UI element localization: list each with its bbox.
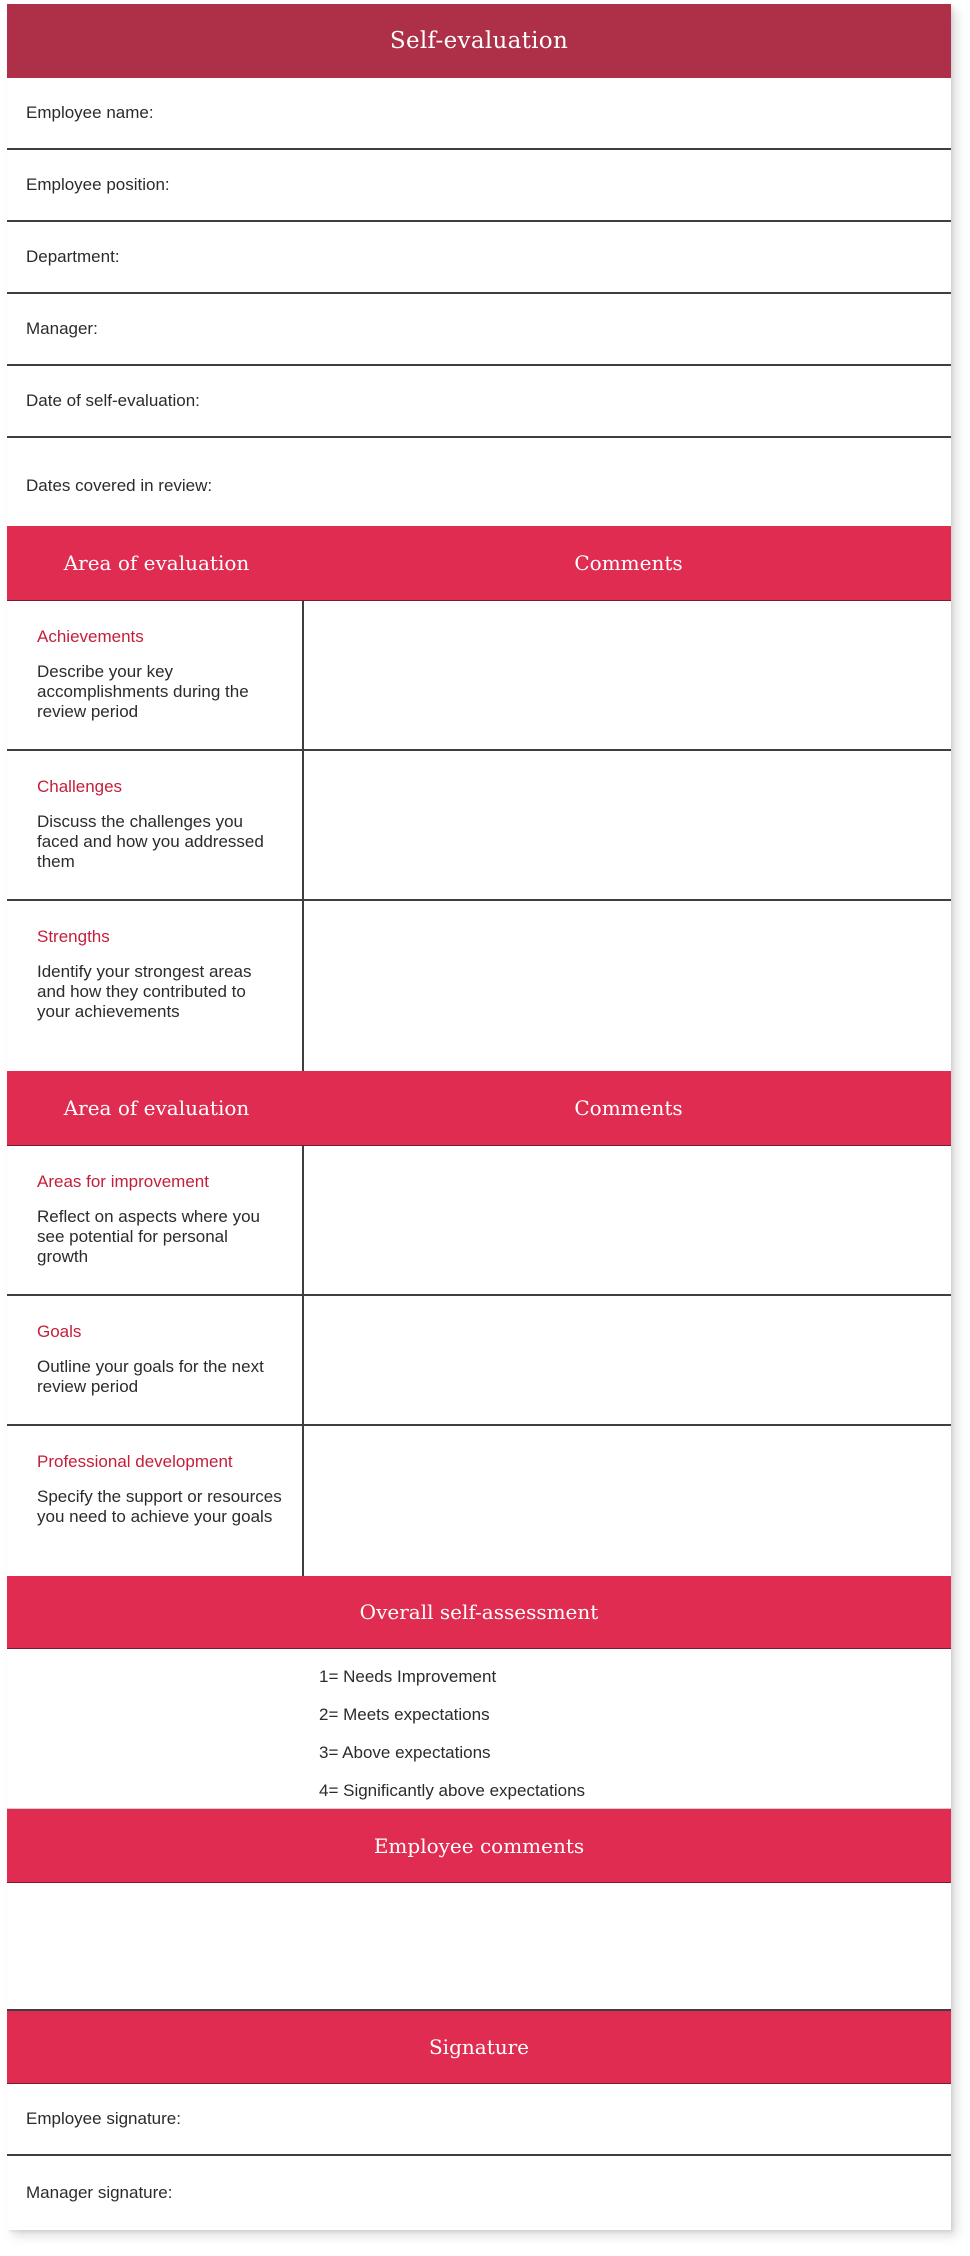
- comments-heading: Comments: [574, 1096, 683, 1120]
- eval-area-cell: [7, 601, 304, 749]
- employee-name-label: Employee name:: [26, 103, 154, 122]
- dates-covered-label: Dates covered in review:: [26, 476, 213, 495]
- eval-item-title: Achievements: [37, 627, 144, 646]
- manager-label: Manager:: [26, 319, 98, 338]
- eval-item-title: Strengths: [37, 927, 110, 946]
- employee-position-label: Employee position:: [26, 175, 170, 194]
- evaluation-header-2: [7, 1071, 951, 1146]
- eval-row-professional-development: [7, 1426, 951, 1576]
- rating-scale: [7, 1649, 951, 1809]
- overall-assessment-header: [7, 1576, 951, 1649]
- eval-row-challenges: [7, 751, 951, 901]
- overall-assessment-heading: Overall self-assessment: [359, 1600, 599, 1624]
- area-of-evaluation-heading: Area of evaluation: [63, 551, 250, 575]
- employee-name-field[interactable]: [7, 78, 951, 150]
- manager-signature-field[interactable]: [7, 2156, 951, 2230]
- employee-signature-label: Employee signature:: [26, 2109, 181, 2128]
- eval-item-description: Reflect on aspects where you see potential for personal growth: [37, 1207, 261, 1266]
- challenges-comments-cell[interactable]: [304, 751, 951, 899]
- employee-comments-heading: Employee comments: [373, 1833, 585, 1858]
- eval-row-strengths: [7, 901, 951, 1071]
- date-of-self-evaluation-label: Date of self-evaluation:: [26, 391, 200, 410]
- form-title-bar: [7, 4, 951, 78]
- eval-item-description: Specify the support or resources you need to achieve your goals: [37, 1487, 282, 1526]
- rating-option[interactable]: 2= Meets expectations: [319, 1705, 490, 1724]
- rating-option[interactable]: 1= Needs Improvement: [319, 1667, 497, 1686]
- eval-row-achievements: [7, 601, 951, 751]
- department-label: Department:: [26, 247, 120, 266]
- signature-heading: Signature: [428, 2035, 530, 2059]
- eval-item-title: Professional development: [37, 1452, 233, 1471]
- strengths-comments-cell[interactable]: [304, 901, 951, 1071]
- eval-area-cell: [7, 1146, 304, 1294]
- manager-field[interactable]: [7, 294, 951, 366]
- eval-item-description: Identify your strongest areas and how they contributed to your achievements: [37, 962, 252, 1021]
- dates-covered-field[interactable]: [7, 438, 951, 526]
- eval-row-goals: [7, 1296, 951, 1426]
- self-evaluation-form: [7, 4, 951, 2230]
- rating-option[interactable]: 4= Significantly above expectations: [319, 1781, 586, 1800]
- eval-area-cell: [7, 1426, 304, 1576]
- eval-row-areas-for-improvement: [7, 1146, 951, 1296]
- eval-area-cell: [7, 1296, 304, 1424]
- date-of-self-evaluation-field[interactable]: [7, 366, 951, 438]
- employee-position-field[interactable]: [7, 150, 951, 222]
- area-of-evaluation-heading: Area of evaluation: [63, 1096, 250, 1120]
- improvement-comments-cell[interactable]: [304, 1146, 951, 1294]
- manager-signature-label: Manager signature:: [26, 2183, 173, 2202]
- eval-area-cell: [7, 751, 304, 899]
- eval-item-description: Discuss the challenges you faced and how you addressed them: [37, 812, 264, 871]
- achievements-comments-cell[interactable]: [304, 601, 951, 749]
- rating-option[interactable]: 3= Above expectations: [319, 1743, 491, 1762]
- signature-header: [7, 2011, 951, 2084]
- goals-comments-cell[interactable]: [304, 1296, 951, 1424]
- eval-item-title: Goals: [37, 1322, 82, 1341]
- development-comments-cell[interactable]: [304, 1426, 951, 1576]
- evaluation-header-1: [7, 526, 951, 601]
- eval-item-title: Challenges: [37, 777, 123, 796]
- department-field[interactable]: [7, 222, 951, 294]
- comments-heading: Comments: [574, 551, 683, 575]
- eval-item-description: Describe your key accomplishments during the review period: [37, 662, 249, 721]
- employee-comments-header: [7, 1809, 951, 1883]
- eval-item-title: Areas for improvement: [37, 1172, 209, 1191]
- eval-area-cell: [7, 901, 304, 1071]
- eval-item-description: Outline your goals for the next review period: [37, 1357, 264, 1396]
- employee-comments-area[interactable]: [7, 1883, 951, 2011]
- form-title: Self-evaluation: [389, 28, 569, 54]
- employee-signature-field[interactable]: [7, 2084, 951, 2156]
